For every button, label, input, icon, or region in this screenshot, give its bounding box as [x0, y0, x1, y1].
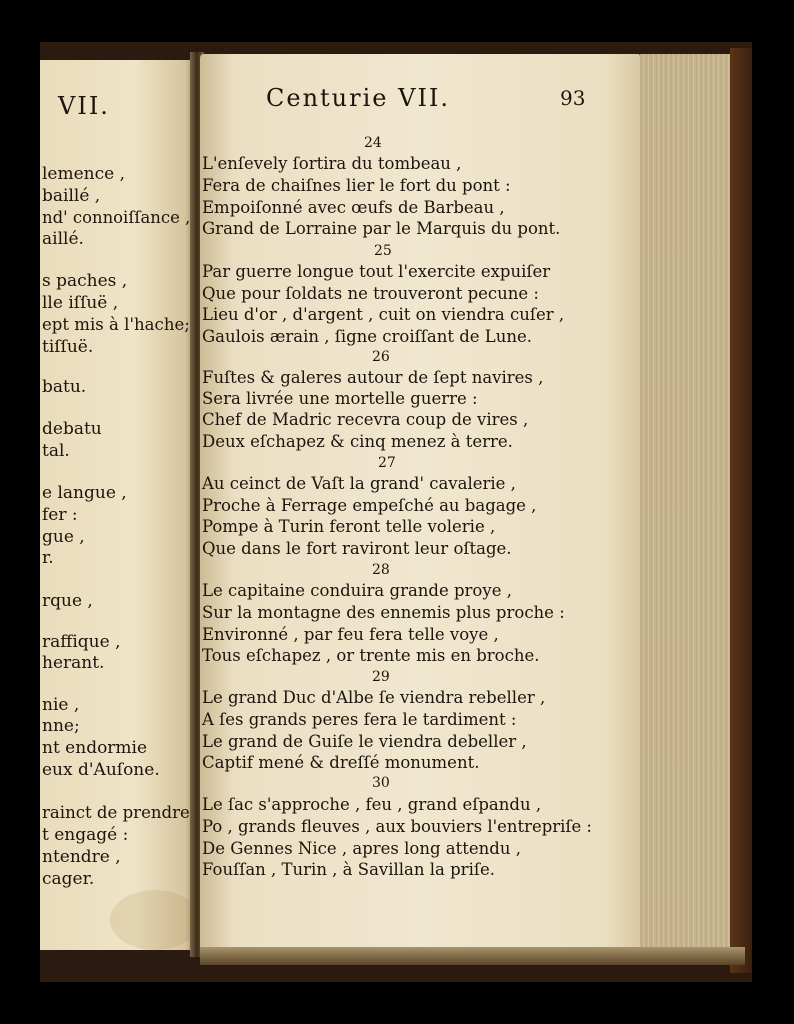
verse-line: Environné , par feu fera telle voye , [202, 625, 499, 644]
verse-line: Sur la montagne des ennemis plus proche : [202, 603, 565, 622]
left-line: ept mis à l'hache; [42, 315, 190, 335]
page-stain [110, 890, 200, 950]
left-line: nt endormie [42, 738, 148, 758]
left-line: fer : [42, 505, 78, 525]
left-line: lemence , [42, 164, 126, 184]
left-line: gue , [42, 527, 85, 547]
right-page-header: Centurie VII. [266, 84, 451, 112]
left-line: s paches , [42, 271, 128, 291]
left-line: baillé , [42, 186, 101, 206]
left-line: lle iſſuë , [42, 293, 119, 313]
left-line: rque , [42, 591, 93, 611]
book-cover [730, 48, 752, 973]
verse-line: Le ſac s'approche , feu , grand eſpandu , [202, 795, 542, 814]
verse-line: Po , grands fleuves , aux bouviers l'entrepriſe : [202, 817, 592, 836]
verse-line: Fuſtes & galeres autour de ſept navires , [202, 368, 544, 387]
left-line: r. [42, 548, 54, 568]
left-page-header: VII. [58, 92, 110, 120]
stanza-number: 24 [364, 135, 382, 151]
left-line: eux d'Auſone. [42, 760, 160, 780]
left-line: cager. [42, 869, 95, 889]
verse-line: Deux eſchapez & cinq menez à terre. [202, 432, 513, 451]
verse-line: Gaulois ærain , ſigne croiſſant de Lune. [202, 327, 532, 346]
left-line: nne; [42, 716, 80, 736]
verse-line: Grand de Lorraine par le Marquis du pont. [202, 219, 561, 238]
verse-line: Fera de chaiſnes lier le fort du pont : [202, 176, 511, 195]
left-line: raffique , [42, 632, 121, 652]
left-line: nd' connoiſſance , [42, 208, 191, 228]
left-line: tiſſuë. [42, 337, 94, 357]
verse-line: Captif mené & dreſſé monument. [202, 753, 480, 772]
verse-line: L'enſevely ſortira du tombeau , [202, 154, 462, 173]
verse-line: Le capitaine conduira grande proye , [202, 581, 512, 600]
verse-line: Au ceinct de Vaſt la grand' cavalerie , [202, 474, 516, 493]
left-line: batu. [42, 377, 87, 397]
bottom-page-edge [200, 947, 745, 965]
verse-line: Que pour ſoldats ne trouveront pecune : [202, 284, 539, 303]
verse-line: Chef de Madric recevra coup de vires , [202, 410, 529, 429]
stanza-number: 26 [372, 349, 390, 365]
verse-line: Lieu d'or , d'argent , cuit on viendra cuſer , [202, 305, 565, 324]
stanza-number: 28 [372, 562, 390, 578]
left-line: e langue , [42, 483, 127, 503]
verse-line: Proche à Ferrage empeſché au bagage , [202, 496, 537, 515]
stanza-number: 25 [374, 243, 392, 259]
stanza-number: 30 [372, 775, 390, 791]
stanza-number: 29 [372, 669, 390, 685]
left-line: tal. [42, 441, 70, 461]
left-line: nie , [42, 695, 80, 715]
left-line: aillé. [42, 229, 84, 249]
verse-line: Fouſſan , Turin , à Savillan la priſe. [202, 860, 495, 879]
verse-line: A ſes grands peres fera le tardiment : [202, 710, 517, 729]
verse-line: Le grand de Guiſe le viendra debeller , [202, 732, 527, 751]
left-line: debatu [42, 419, 102, 439]
stanza-number: 27 [378, 455, 396, 471]
verse-line: Tous eſchapez , or trente mis en broche. [202, 646, 540, 665]
verse-line: Par guerre longue tout l'exercite expuiſer [202, 262, 551, 281]
verse-line: Le grand Duc d'Albe ſe viendra rebeller , [202, 688, 546, 707]
left-line: rainct de prendre [42, 803, 190, 823]
left-line: t engagé : [42, 825, 129, 845]
left-line: ntendre , [42, 847, 121, 867]
left-line: herant. [42, 653, 105, 673]
verse-line: Pompe à Turin feront telle volerie , [202, 517, 496, 536]
page-edges [640, 54, 734, 964]
verse-line: Empoiſonné avec œufs de Barbeau , [202, 198, 505, 217]
verse-line: De Gennes Nice , apres long attendu , [202, 839, 521, 858]
verse-line: Sera livrée une mortelle guerre : [202, 389, 478, 408]
verse-line: Que dans le fort raviront leur oſtage. [202, 539, 512, 558]
page-number: 93 [560, 86, 586, 110]
